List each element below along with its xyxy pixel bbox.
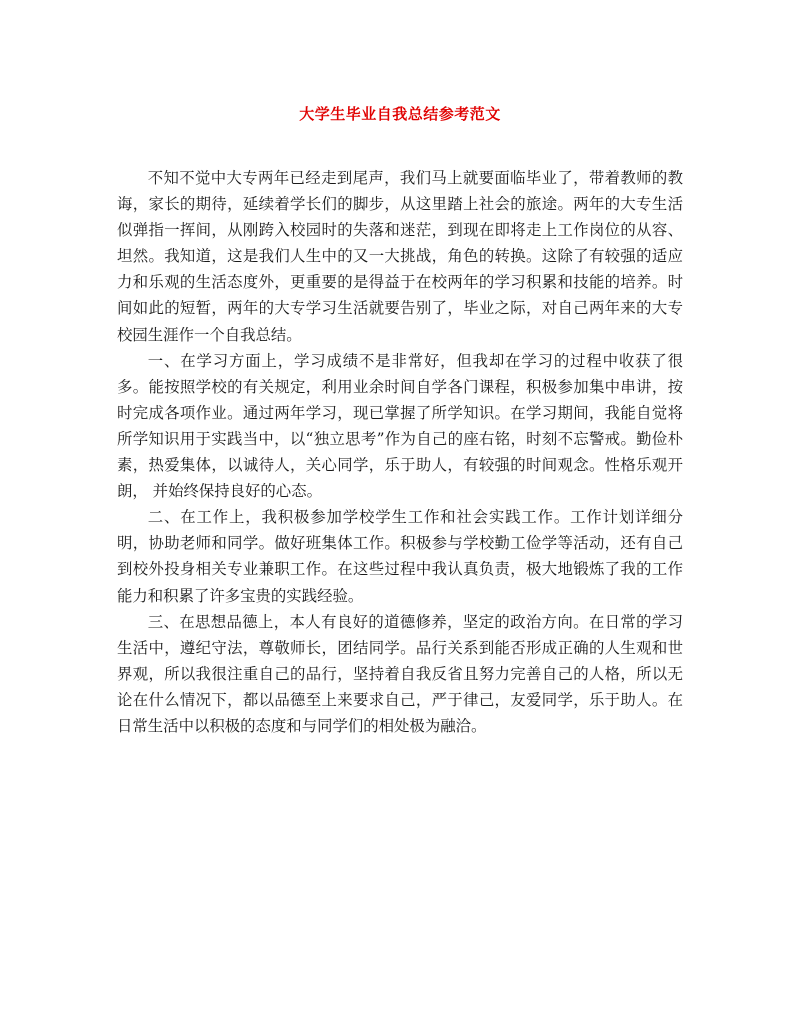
paragraph-morality: 三、在思想品德上，本人有良好的道德修养，坚定的政治方向。在日常的学习生活中，遵纪守法，尊敬师长，团结同学。品行关系到能否形成正确的人生观和世界观，所以我很注重自己的品行，坚持着自我反省且努力完善自己的人格，所以无论在什么情况下，都以品德至上来要求自己，严于律己，友爱同学，乐于助人。在日常生活中以积极的态度和与同学们的相处极为融洽。 bbox=[117, 612, 683, 735]
paragraph-intro: 不知不觉中大专两年已经走到尾声，我们马上就要面临毕业了，带着教师的教诲，家长的期待，延续着学长们的脚步，从这里踏上社会的旅途。两年的大专生活似弹指一挥间，从刚跨入校园时的失落和迷茫，到现在即将走上工作岗位的从容、坦然。我知道，这是我们人生中的又一大挑战，角色的转换。这除了有较强的适应力和乐观的生活态度外，更重要的是得益于在校两年的学习积累和技能的培养。时间如此的短暂，两年的大专学习生活就要告别了，毕业之际，对自己两年来的大专校园生涯作一个自我总结。 bbox=[117, 169, 683, 344]
document-body bbox=[117, 165, 683, 739]
document-title: 大学生毕业自我总结参考范文 bbox=[299, 105, 501, 123]
paragraph-work: 二、在工作上，我积极参加学校学生工作和社会实践工作。工作计划详细分明，协助老师和同学。做好班集体工作。积极参与学校勤工俭学等活动，还有自己到校外投身相关专业兼职工作。在这些过程中我认真负责，极大地锻炼了我的工作能力和积累了许多宝贵的实践经验。 bbox=[117, 508, 683, 605]
paragraph-study: 一、在学习方面上，学习成绩不是非常好，但我却在学习的过程中收获了很多。能按照学校的有关规定，利用业余时间自学各门课程，积极参加集中串讲，按时完成各项作业。通过两年学习，现已掌握了所学知识。在学习期间，我能自觉将所学知识用于实践当中，以“独立思考”作为自己的座右铭，时刻不忘警戒。勤俭朴素，热爱集体，以诚待人，关心同学，乐于助人，有较强的时间观念。性格乐观开朗， 并始终保持良好的心态。 bbox=[117, 351, 683, 501]
